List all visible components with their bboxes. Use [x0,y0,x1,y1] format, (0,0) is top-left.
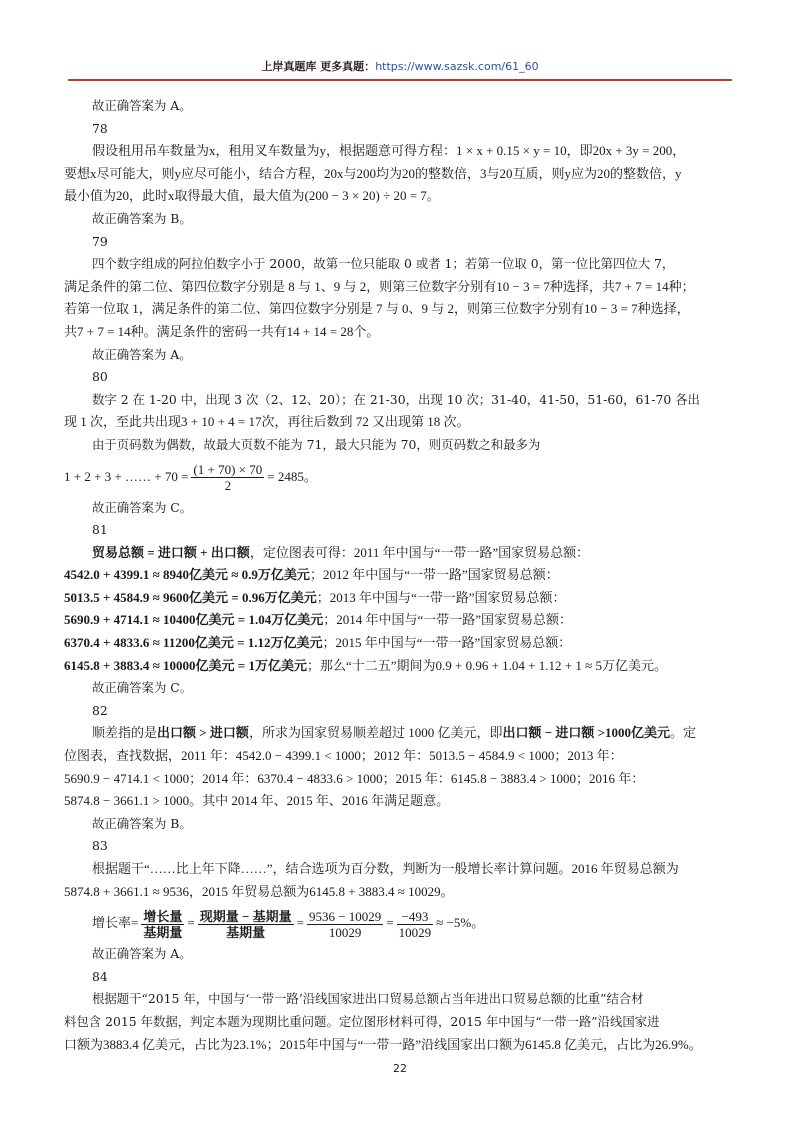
bold-formula: 5690.9 + 4714.1 ≈ 10400亿美元 = 1.04万亿美元 [64,612,324,628]
text-segment: ；2013 年中国与“一带一路”国家贸易总额： [316,589,566,605]
fraction [198,909,294,940]
text-segment: 。定 [670,725,697,741]
question-number: 81 [92,522,108,538]
paragraph-line: 最小值为20，此时x取得最大值，最大值为(200 − 3 × 20) ÷ 20 = 7。 [64,188,440,204]
fraction-denominator: 基期量 [143,924,183,940]
paragraph-line [64,609,744,632]
bold-formula: 出口额 > 进口额 [157,725,249,741]
text-segment: ；那么“十二五”期间为0.9 + 0.96 + 1.04 + 1.12 + 1 ≈ 5万亿美元。 [306,657,667,673]
text-segment: 顺差指的是 [92,725,158,741]
question-number: 79 [92,233,108,249]
question-number: 82 [92,702,108,718]
answer-line: 故正确答案为 C。 [92,499,193,515]
paragraph-line: 若第一位取 1，满足条件的第二位、第四位数字分别是 7 与 0、9 与 2，则第三位数字分别有10 − 3 = 7种选择， [64,301,690,317]
paragraph-line: 现 1 次，至此共出现3 + 10 + 4 = 17次，再往后数到 72 又出现第 18 次。 [64,414,470,430]
paragraph-line [64,655,744,678]
question-number: 78 [92,120,108,136]
paragraph-line: 5874.8 + 3661.1 ≈ 9536，2015 年贸易总额为6145.8 + 3883.4 ≈ 10029。 [64,883,454,899]
paragraph-line: 假设租用吊车数量为x，租用叉车数量为y，根据题意可得方程：1 × x + 0.15 × y = 10，即20x + 3y = 200， [92,143,686,159]
paragraph-line: 数字 2 在 1-20 中，出现 3 次（2、12、20）；在 21-30，出现 10 次；31-40，41-50，51-60，61-70 各出 [92,391,700,407]
paragraph-line: 满足条件的第二位、第四位数字分别是 8 与 1、9 与 2，则第三位数字分别有10 − 3 = 7种选择，共7 + 7 = 14种； [64,278,695,294]
header-title: 上岸真题库 更多真题： [261,60,376,73]
bold-formula: 6145.8 + 3883.4 ≈ 10000亿美元 = 1万亿美元 [64,657,307,673]
document-body [64,95,744,1056]
text-segment: ；2014 年中国与“一带一路”国家贸易总额： [323,612,572,628]
paragraph-line: 由于页码数为偶数，故最大页数不能为 71，最大只能为 70，则页码数之和最多为 [92,436,541,452]
page-header [70,58,730,76]
formula-left: 1 + 2 + 3 + …… + 70 = [64,468,189,484]
answer-line: 故正确答案为 A。 [92,346,192,362]
answer-line: 故正确答案为 A。 [92,946,192,962]
question-number: 84 [92,968,108,984]
formula-left: 增长率= [92,915,139,931]
text-segment: ，所求为国家贸易顺差超过 1000 亿美元，即 [248,725,503,741]
fraction-numerator: 9536 − 10029 [308,908,382,924]
paragraph-line: 四个数字组成的阿拉伯数字小于 2000，故第一位只能取 0 或者 1；若第一位取 0，第一位比第四位大 7， [92,256,675,272]
paragraph-line [64,587,744,610]
question-number: 83 [92,838,108,854]
formula-right: = 2485。 [267,468,317,484]
text-segment: ；2012 年中国与“一带一路”国家贸易总额： [309,567,559,583]
paragraph-line: 根据题干“2015 年，中国与‘一带一路’沿线国家进出口贸易总额占当年进出口贸易总额的比重”结合材 [92,991,644,1007]
answer-line: 故正确答案为 A。 [92,98,192,113]
bold-formula: 4542.0 + 4399.1 ≈ 8940亿美元 ≈ 0.9万亿美元 [64,567,310,583]
paragraph-line [64,632,744,655]
paragraph-line: 根据题干“……比上年下降……”，结合选项为百分数，判断为一般增长率计算问题。2016 年贸易总额为 [92,861,679,876]
paragraph-line [64,722,744,745]
paragraph-line: 位图表，查找数据，2011 年：4542.0 − 4399.1 < 1000；2012 年：5013.5 − 4584.9 < 1000；2013 年： [64,748,623,764]
formula-line [64,457,744,497]
fraction-numerator: 增长量 [143,908,183,924]
paragraph-line: 料包含 2015 年数据，判定本题为现期比重问题。定位图形材料可得，2015 年中国与“一带一路”沿线国家进 [64,1013,660,1029]
formula-right: ≈ −5%。 [436,915,485,931]
fraction-numerator: 现期量 − 基期量 [199,908,292,924]
text-segment: ，定位图表可得：2011 年中国与“一带一路”国家贸易总额： [249,544,590,560]
fraction-denominator: 基期量 [226,924,266,940]
fraction-denominator: 2 [224,478,232,494]
formula-line: 增长率= $\frac{\text{增长量}}{\text{基期量}}$ = $\frac{\text{现期量 − 基期量}}{\text{基期量}}$ = $\frac{9536 - 10029}{10029}$ = $\frac{-493}{10029}$ ≈ −5%。 [92,908,485,940]
paragraph-line: 共7 + 7 = 14种。满足条件的密码一共有14 + 14 = 28个。 [64,323,380,339]
fraction [191,462,264,493]
fraction [307,909,383,940]
page-number: 22 [393,1062,407,1075]
header-divider [68,79,732,81]
paragraph-line: 5690.9 − 4714.1 < 1000；2014 年：6370.4 − 4833.6 > 1000；2015 年：6145.8 − 3883.4 > 1000；2016 年： [64,770,645,786]
fraction-numerator: −493 [397,909,434,925]
bold-formula: 5013.5 + 4584.9 ≈ 9600亿美元 = 0.96万亿美元 [64,589,317,605]
fraction-denominator: 10029 [398,924,432,940]
paragraph-line: 口额为3883.4 亿美元，占比为23.1%；2015年中国与“一带一路”沿线国家出口额为6145.8 亿美元，占比为26.9%。 [64,1036,702,1052]
answer-line: 故正确答案为 C。 [92,680,193,696]
header-link[interactable]: https://www.sazsk.com/61_60 [375,60,539,73]
fraction-denominator: 10029 [328,924,362,940]
answer-line: 故正确答案为 B。 [92,210,192,226]
bold-formula: 出口额 − 进口额 >1000亿美元 [502,725,671,741]
paragraph-line [64,564,744,587]
bold-formula: 6370.4 + 4833.6 ≈ 11200亿美元 = 1.12万亿美元 [64,635,323,651]
question-number: 80 [92,369,108,385]
paragraph-line: 要想x尽可能大，则y应尽可能小，结合方程，20x与200均为20的整数倍，3与20互质，则y应为20的整数倍，y [64,165,682,181]
fraction [141,909,184,940]
fraction [397,909,434,940]
text-segment: ；2015 年中国与“一带一路”国家贸易总额： [322,635,572,651]
fraction-numerator: (1 + 70) × 70 [193,462,263,478]
paragraph-line [64,542,744,565]
paragraph-line: 5874.8 − 3661.1 > 1000。其中 2014 年、2015 年、2016 年满足题意。 [64,793,450,809]
answer-line: 故正确答案为 B。 [92,815,192,831]
bold-formula: 贸易总额 = 进口额 + 出口额 [92,544,250,560]
